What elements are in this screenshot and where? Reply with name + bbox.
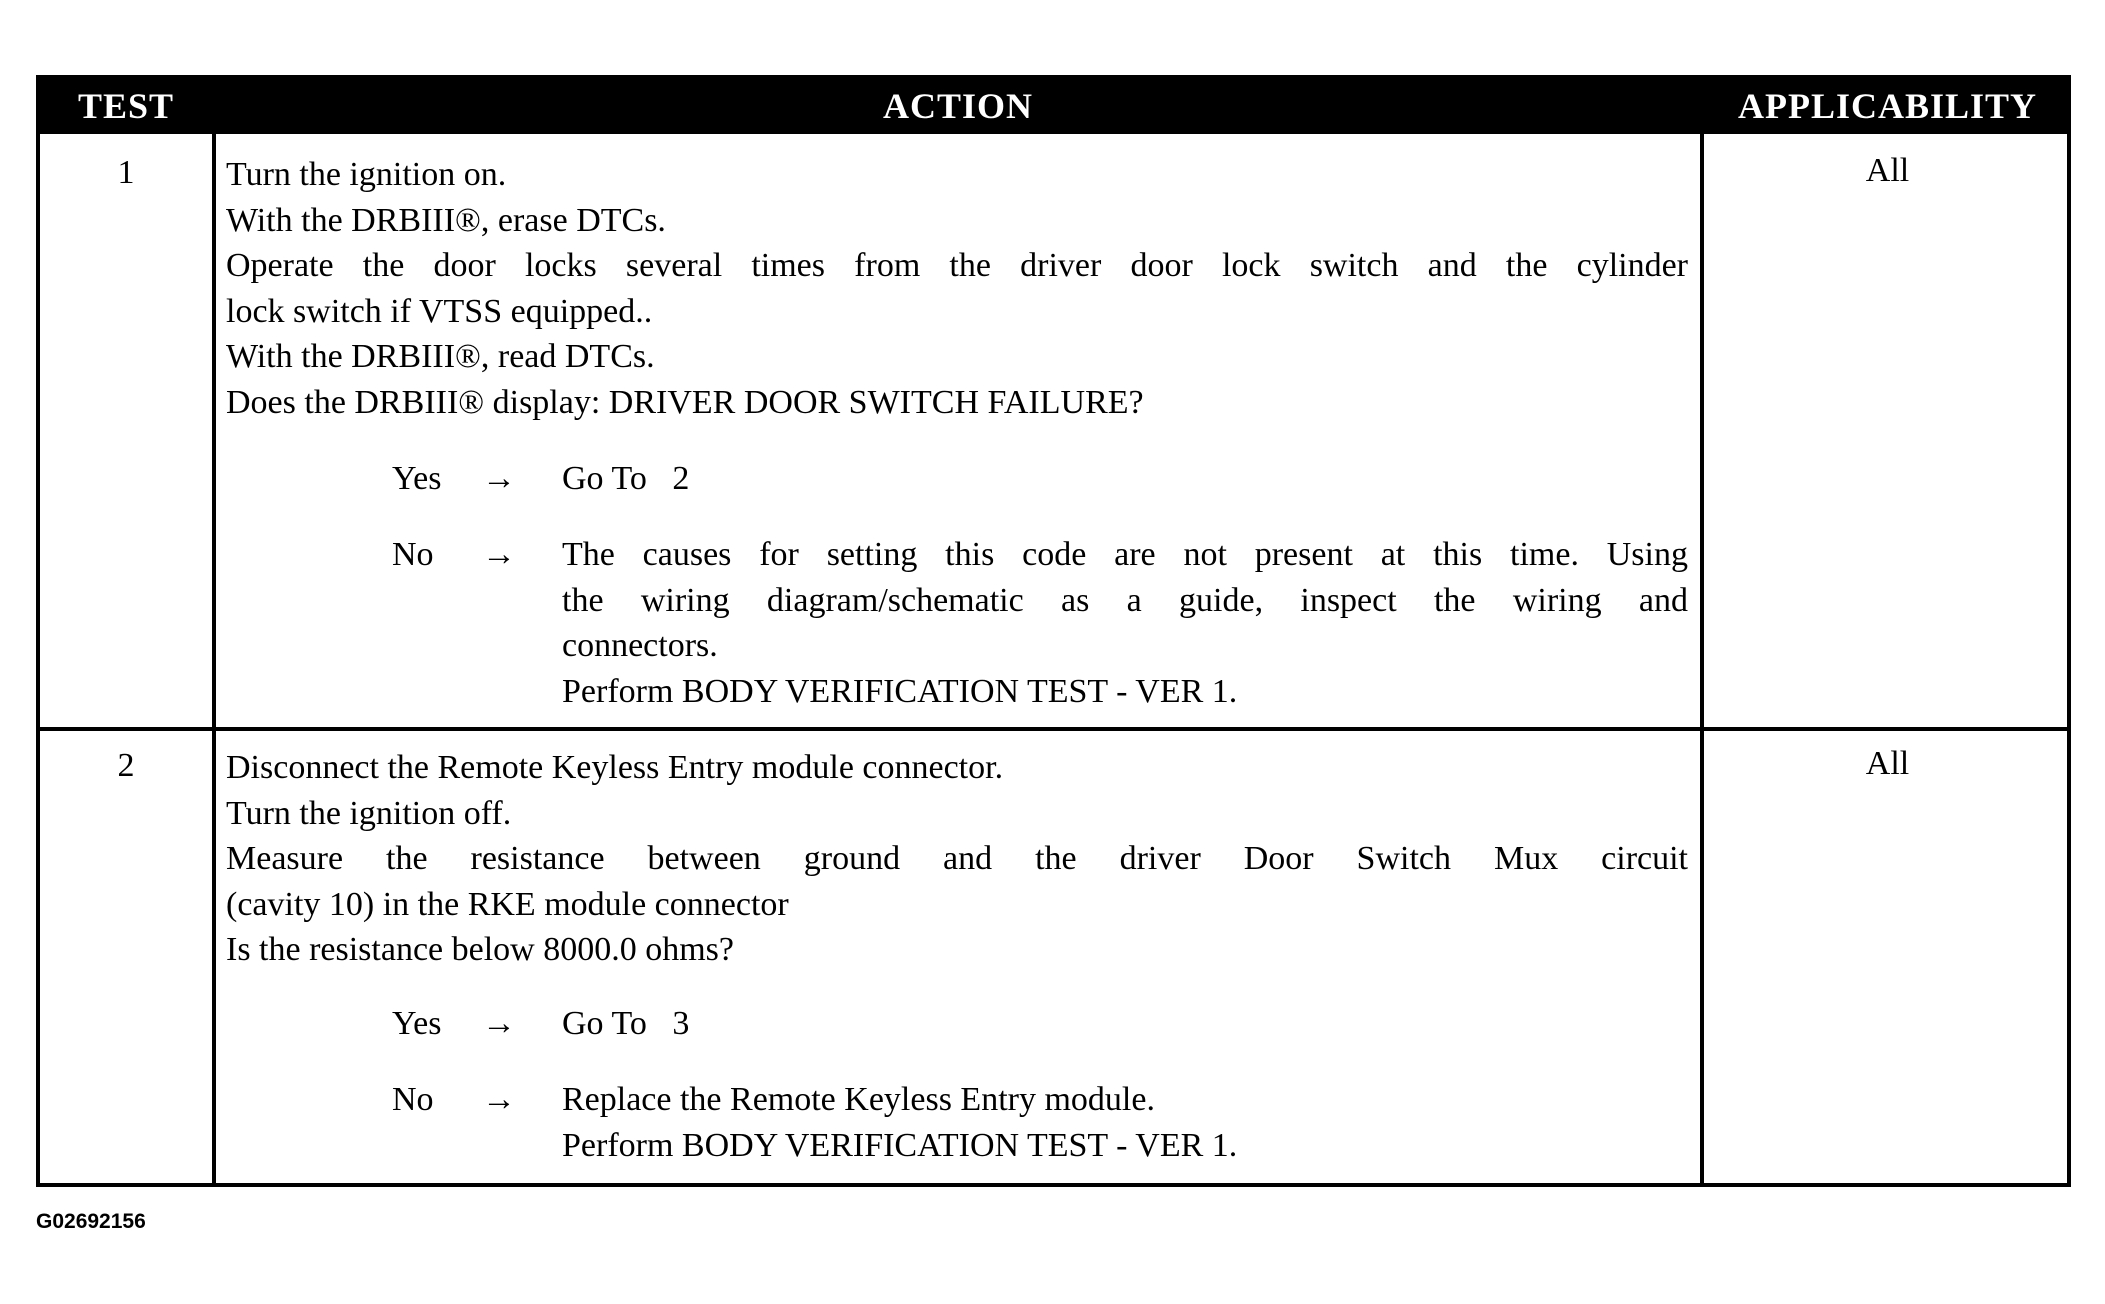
action-step: Does the DRBIII® display: DRIVER DOOR SWITCH FAILURE? xyxy=(226,383,1144,421)
action-step: lock switch if VTSS equipped.. xyxy=(226,292,653,330)
action-steps xyxy=(226,745,1688,973)
action-steps xyxy=(226,152,1688,425)
test-number: 2 xyxy=(117,747,135,784)
answer-result xyxy=(562,532,1688,714)
header-action: ACTION xyxy=(882,86,1034,126)
answer-result: Go To 2 xyxy=(562,460,690,497)
answer-label: Yes xyxy=(392,460,442,497)
table-row xyxy=(40,134,2067,727)
table-row xyxy=(40,731,2067,1187)
answer-result: Go To 3 xyxy=(562,1005,690,1042)
action-step: Disconnect the Remote Keyless Entry module connector. xyxy=(226,749,1004,786)
result-line: Perform BODY VERIFICATION TEST - VER 1. xyxy=(562,1126,1238,1164)
result-line: Replace the Remote Keyless Entry module. xyxy=(562,1081,1155,1118)
arrow-icon: → xyxy=(482,1005,516,1042)
applicability-value: All xyxy=(1865,152,1910,189)
action-step: With the DRBIII®, erase DTCs. xyxy=(226,201,666,239)
header-test: TEST xyxy=(77,86,175,126)
arrow-icon: → xyxy=(482,536,516,573)
figure-id: G02692156 xyxy=(36,1210,146,1233)
test-number: 1 xyxy=(117,154,135,191)
answer-result xyxy=(562,1077,1688,1168)
action-step: Turn the ignition off. xyxy=(226,794,512,832)
action-step: Operate the door locks several times from the driver door lock switch and the cylinder xyxy=(226,247,1688,284)
result-line: connectors. xyxy=(562,627,718,664)
answer-label: No xyxy=(392,1081,434,1118)
applicability-value: All xyxy=(1865,745,1910,782)
action-step: Is the resistance below 8000.0 ohms? xyxy=(226,931,734,968)
arrow-icon: → xyxy=(482,460,516,497)
table-header xyxy=(40,79,2067,134)
result-line: Perform BODY VERIFICATION TEST - VER 1. xyxy=(562,672,1238,710)
result-line: The causes for setting this code are not present at this time. Using xyxy=(562,536,1688,573)
action-step: Turn the ignition on. xyxy=(226,156,507,193)
action-step: Measure the resistance between ground and the driver Door Switch Mux circuit xyxy=(226,840,1688,877)
header-applicability: APPLICABILITY xyxy=(1737,86,2038,126)
result-line: the wiring diagram/schematic as a guide, inspect the wiring and xyxy=(562,581,1688,619)
action-step: (cavity 10) in the RKE module connector xyxy=(226,885,789,923)
answer-label: Yes xyxy=(392,1005,442,1042)
arrow-icon: → xyxy=(482,1081,516,1118)
answer-label: No xyxy=(392,536,434,573)
diagnostic-test-table xyxy=(36,75,2071,1187)
action-step: With the DRBIII®, read DTCs. xyxy=(226,338,655,375)
